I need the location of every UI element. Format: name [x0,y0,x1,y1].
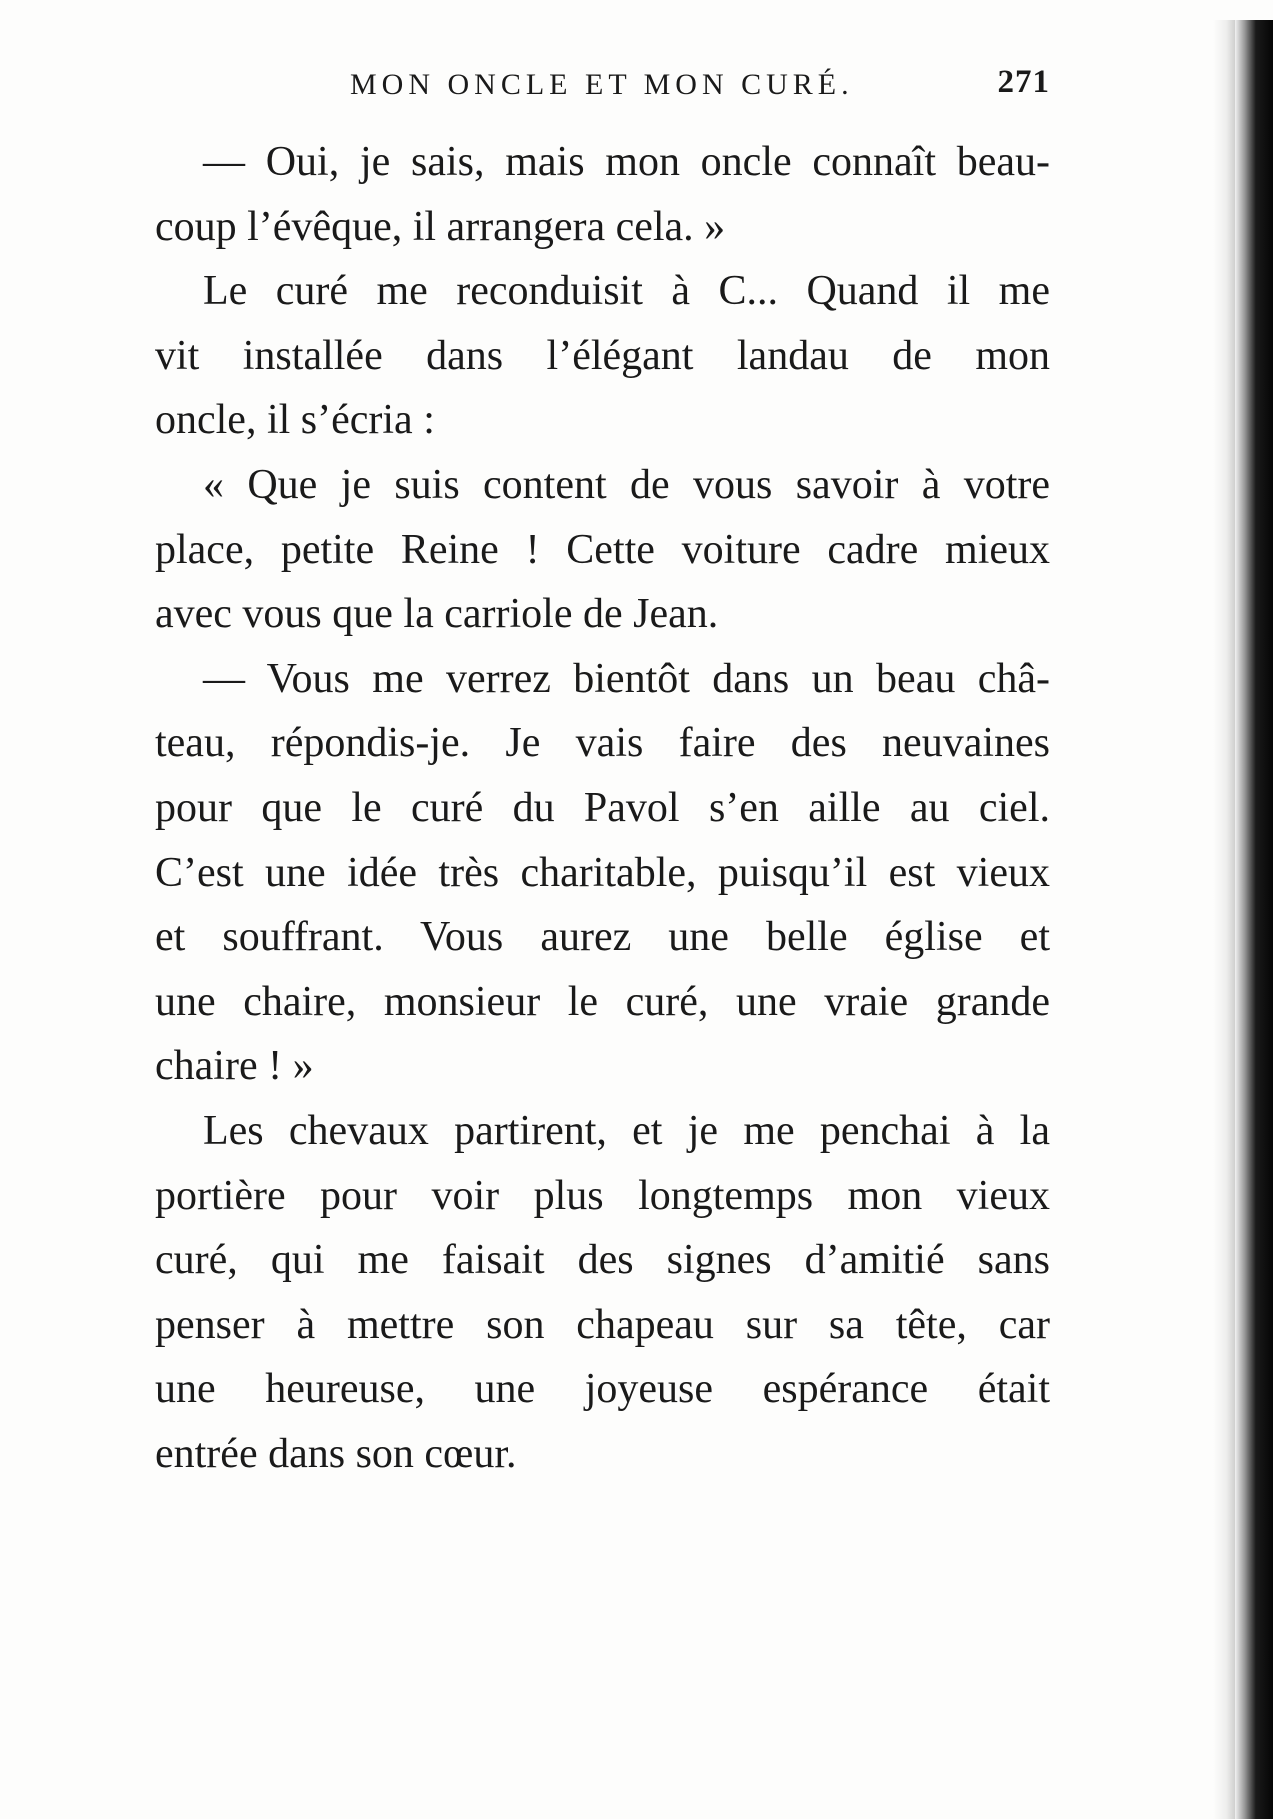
body-text [155,130,1050,1486]
text-line: avec vous que la carriole de Jean. [155,591,719,638]
text-line: coup l’évêque, il arrangera cela. » [155,203,726,250]
text-line: curé, qui me faisait des signes d’amitié sans [155,1237,1050,1284]
text-line: oncle, il s’écria : [155,397,435,444]
page-number: 271 [997,64,1050,100]
text-line: portière pour voir plus longtemps mon vieux [155,1172,1050,1219]
text-line: chaire ! » [155,1043,314,1090]
book-binding-edge [1235,20,1273,1819]
text-line: C’est une idée très charitable, puisqu’il est vieux [155,849,1050,896]
text-line: Les chevaux partirent, et je me penchai à la [203,1107,1050,1154]
text-line: une chaire, monsieur le curé, une vraie grande [155,978,1050,1025]
text-line: Le curé me reconduisit à C... Quand il me [203,268,1050,315]
text-line: « Que je suis content de vous savoir à votre [203,461,1050,508]
running-header [150,64,1050,116]
running-title: MON ONCLE ET MON CURÉ. [350,68,854,101]
text-line: — Oui, je sais, mais mon oncle connaît beau- [203,139,1050,185]
text-line: entrée dans son cœur. [155,1430,517,1477]
text-line: teau, répondis-je. Je vais faire des neuvaines [155,720,1050,767]
text-line: place, petite Reine ! Cette voiture cadre mieux [155,526,1050,573]
text-line: une heureuse, une joyeuse espérance était [155,1366,1050,1413]
text-line: penser à mettre son chapeau sur sa tête, car [155,1301,1050,1348]
text-line: vit installée dans l’élégant landau de mon [155,332,1050,379]
binding-shadow [1213,20,1235,1819]
text-line: et souffrant. Vous aurez une belle église et [155,914,1050,961]
text-line: pour que le curé du Pavol s’en aille au ciel. [155,784,1050,831]
text-line: — Vous me verrez bientôt dans un beau châ- [203,655,1050,702]
